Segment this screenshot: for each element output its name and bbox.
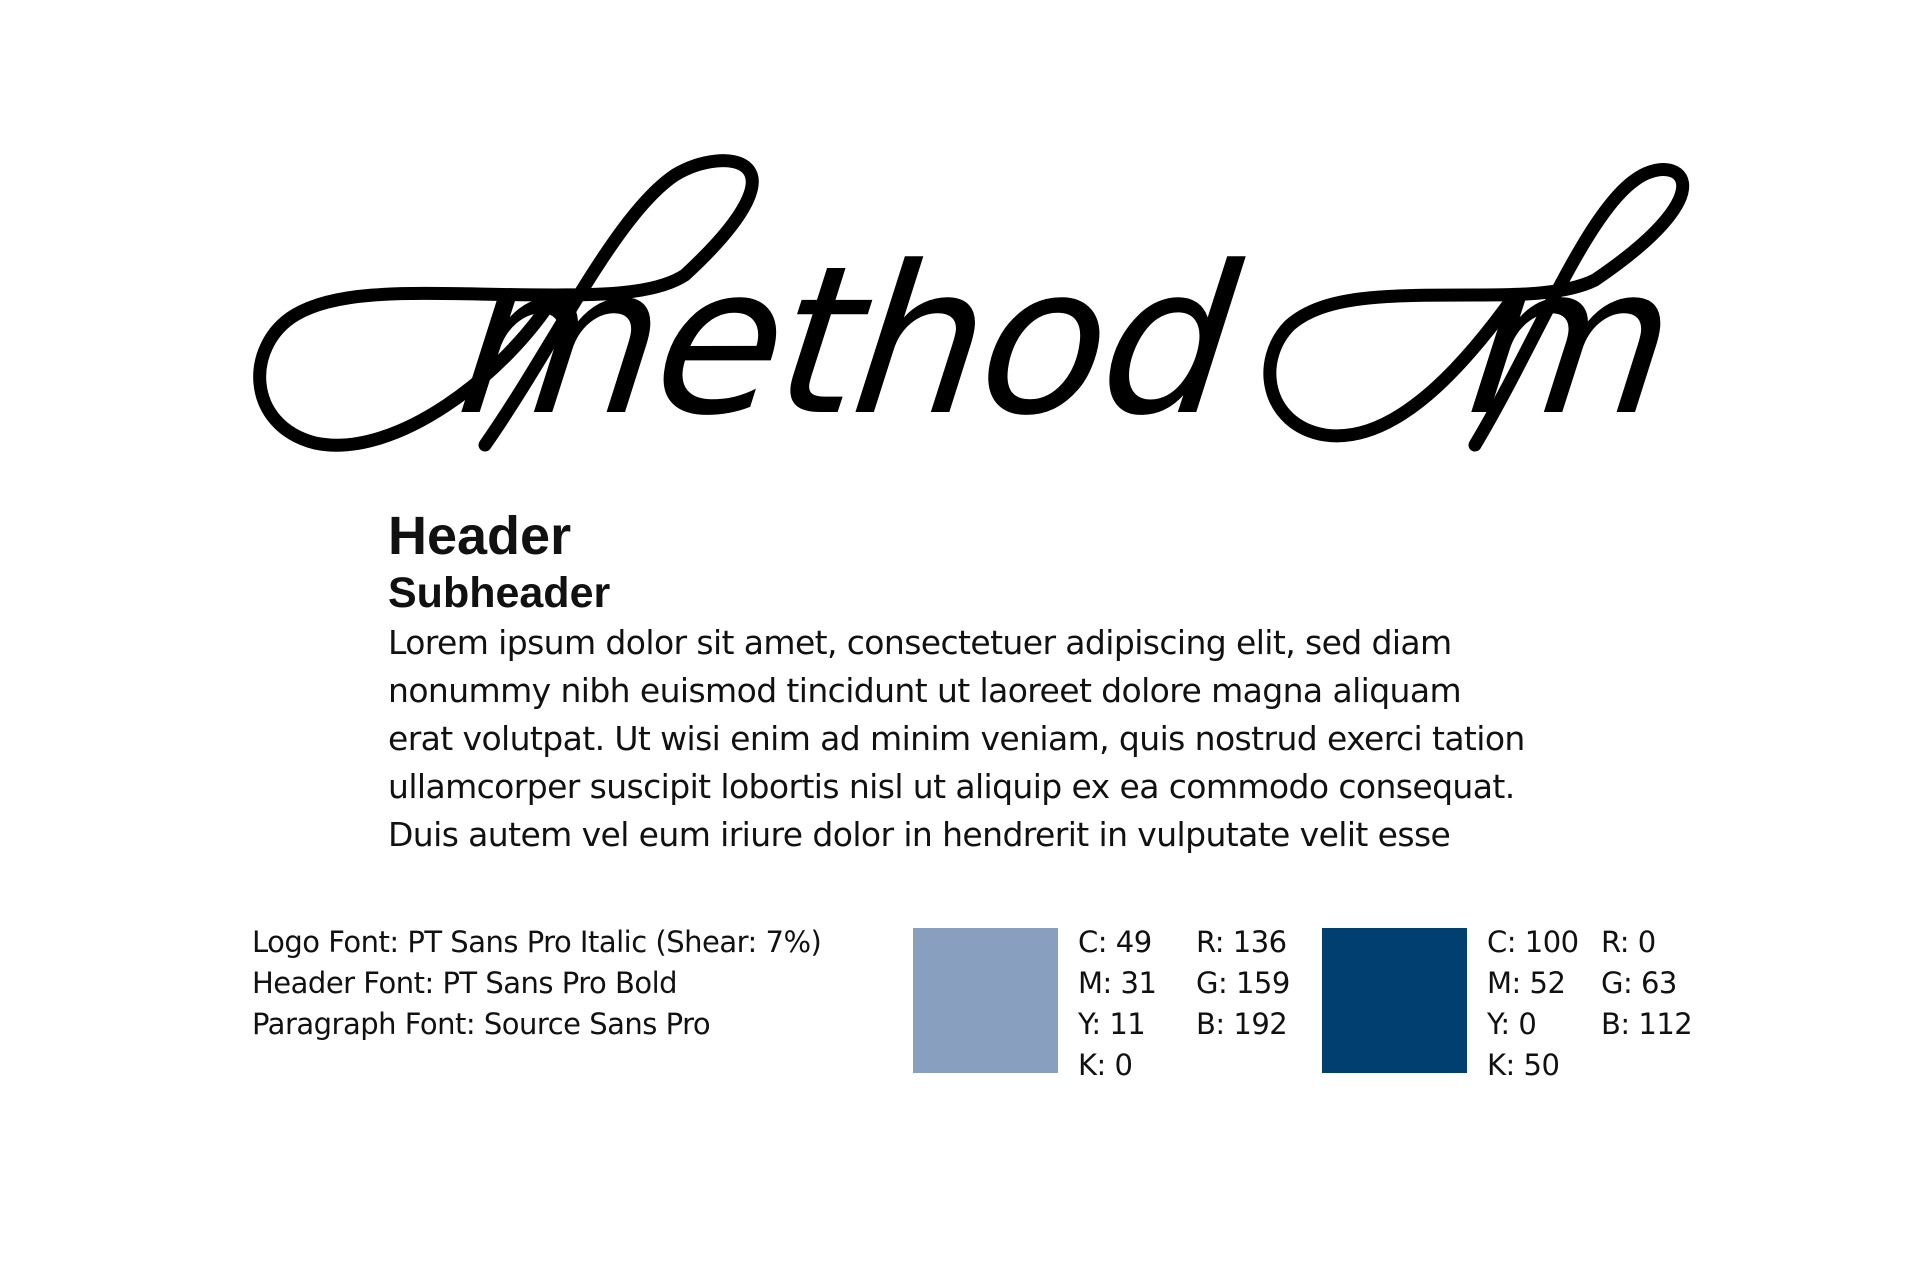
rgb-r: R: 0: [1601, 925, 1656, 959]
logo-wordmark: [255, 145, 1245, 461]
paragraph-line: erat volutpat. Ut wisi enim ad minim veniam, quis nostrud exerci tation: [388, 719, 1525, 758]
logo-monogram: [1265, 145, 1685, 461]
rgb-b: B: 192: [1196, 1007, 1288, 1041]
rgb-b: B: 112: [1601, 1007, 1693, 1041]
type-specimen: [388, 505, 1588, 859]
paragraph-line: nonummy nibh euismod tincidunt ut laoreet dolore magna aliquam: [388, 671, 1462, 710]
swatch-values: [1078, 922, 1318, 1086]
swatch-dark-blue: [1322, 928, 1467, 1073]
specimen-header: Header: [388, 506, 572, 566]
header-font-label: Header Font: PT Sans Pro Bold: [252, 966, 678, 1000]
swatch-light-blue: [913, 928, 1058, 1073]
fonts-list: [252, 922, 821, 1045]
cmyk-y: Y: 11: [1078, 1007, 1146, 1041]
swatch-values: [1487, 922, 1720, 1086]
cmyk-y: Y: 0: [1487, 1007, 1537, 1041]
cmyk-k: K: 50: [1487, 1048, 1560, 1082]
specimen-paragraph: [388, 619, 1578, 859]
rgb-values: [1601, 922, 1692, 1086]
paragraph-line: ullamcorper suscipit lobortis nisl ut aliquip ex ea commodo consequat.: [388, 767, 1515, 806]
cmyk-values: [1487, 922, 1579, 1086]
cmyk-values: [1078, 922, 1168, 1086]
rgb-r: R: 136: [1196, 925, 1287, 959]
cmyk-m: M: 31: [1078, 966, 1157, 1000]
logo-monogram-text: m: [1458, 223, 1683, 461]
rgb-g: G: 63: [1601, 966, 1677, 1000]
cmyk-k: K: 0: [1078, 1048, 1133, 1082]
rgb-values: [1196, 922, 1290, 1086]
rgb-g: G: 159: [1196, 966, 1290, 1000]
cmyk-c: C: 100: [1487, 925, 1579, 959]
logo-wordmark-text: method: [448, 223, 1245, 461]
logo-row: [255, 145, 1685, 461]
cmyk-m: M: 52: [1487, 966, 1566, 1000]
logo-font-label: Logo Font: PT Sans Pro Italic (Shear: 7%): [252, 925, 822, 959]
cmyk-c: C: 49: [1078, 925, 1152, 959]
specimen-subheader: Subheader: [388, 569, 611, 617]
paragraph-line: Duis autem vel eum iriure dolor in hendrerit in vulputate velit esse: [388, 815, 1451, 854]
paragraph-font-label: Paragraph Font: Source Sans Pro: [252, 1007, 711, 1041]
paragraph-line: Lorem ipsum dolor sit amet, consectetuer adipiscing elit, sed diam: [388, 623, 1452, 662]
